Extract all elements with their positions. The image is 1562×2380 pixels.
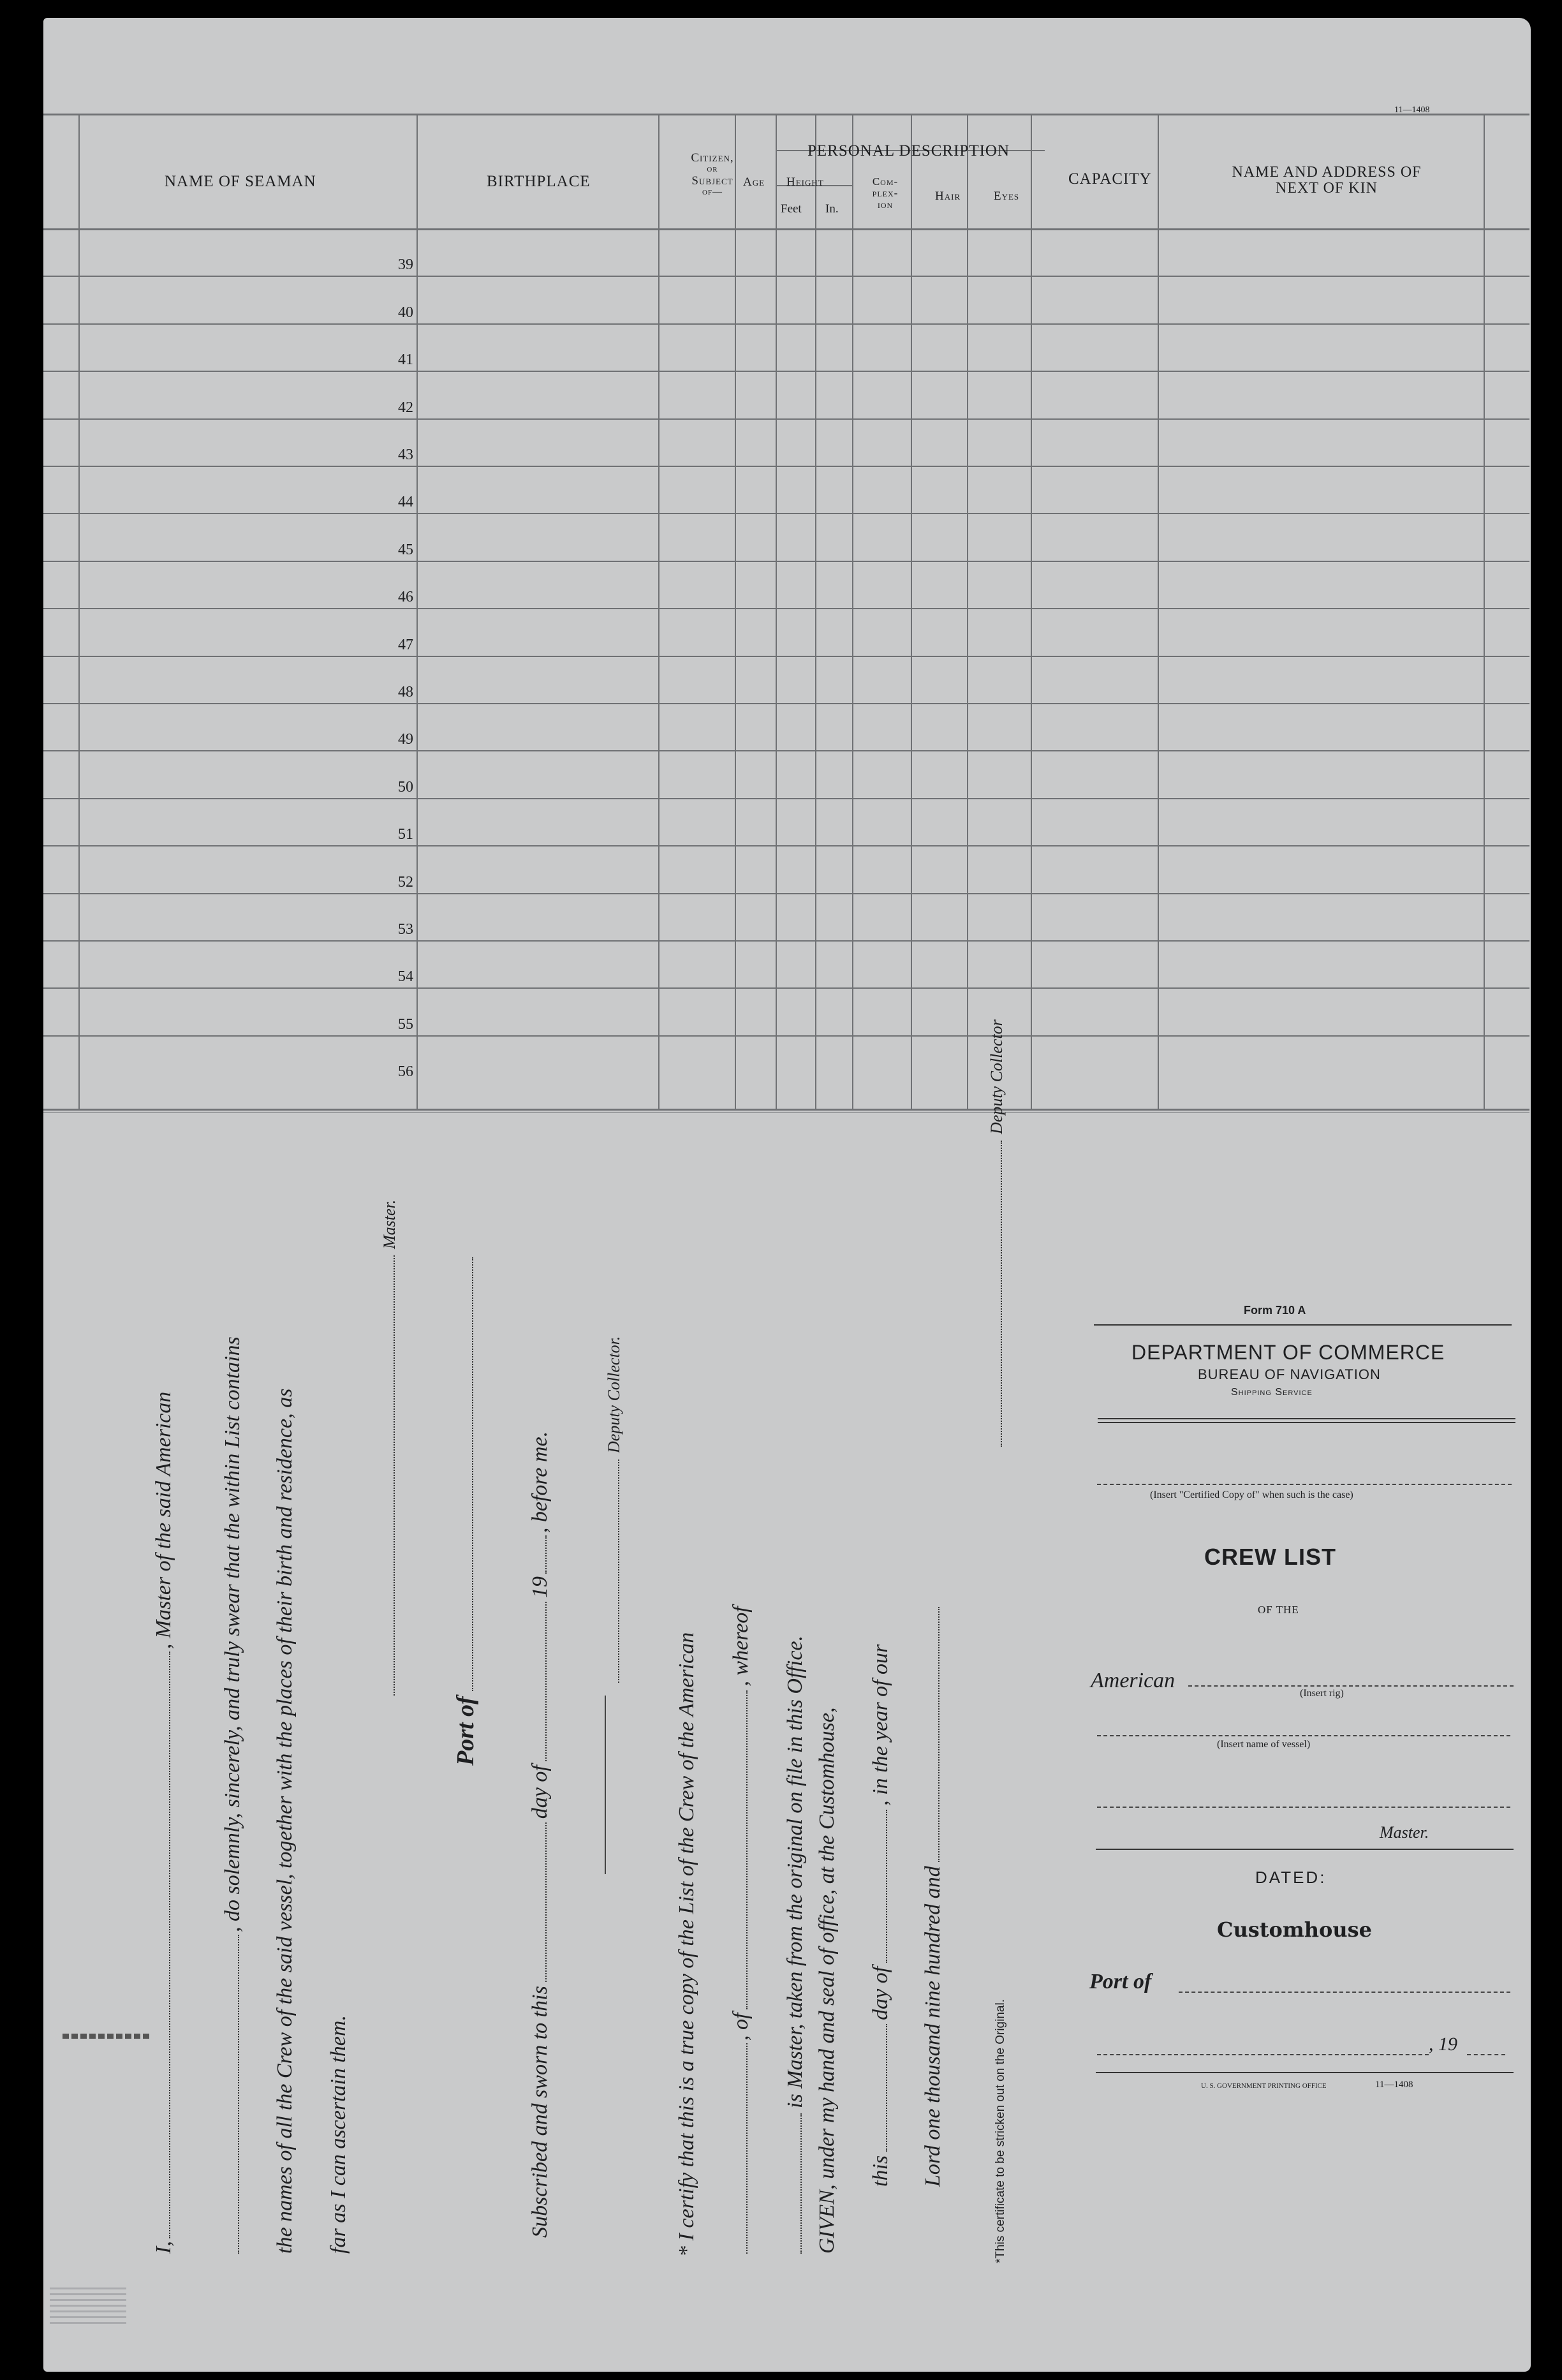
table-row-line [43,703,1529,704]
header-citizen [658,152,767,197]
cert-deputy-line [1001,1141,1002,1447]
table-row-line [43,513,1529,514]
cert-month-blank [886,1810,887,1963]
header-complexion-2: plex- [872,186,899,199]
deputy-sign-line [618,1460,619,1683]
cover-american: American [1091,1669,1175,1692]
header-citizen-1: Citizen, [691,151,734,165]
cover-rule-top [1094,1324,1512,1326]
header-capacity: CAPACITY [1068,170,1152,188]
cover-insert-rig: (Insert rig) [1300,1688,1344,1699]
cover-master-line [1097,1807,1510,1808]
cert-port-blank [746,1690,748,2009]
subscribed-before-me: , before me. [528,1431,552,1534]
row-number: 46 [398,589,413,605]
header-citizen-3: Subject [691,174,733,188]
cert-this: this [869,2155,892,2187]
subscribed-day-of: day of [528,1765,552,1819]
header-kin-1: NAME AND ADDRESS OF [1232,164,1422,181]
col-line-age [776,114,777,1110]
cert-text-1: * I certify that this is a true copy of the List of the Crew of the American [675,1632,698,2257]
cover-dated: DATED: [1255,1868,1327,1887]
row-number: 44 [398,494,413,510]
oath-divider [605,1696,606,1874]
col-line-birthplace [658,114,659,1110]
cert-line-2 [729,1606,753,2254]
crew-list-page [43,18,1531,2372]
col-line-eyes [1031,114,1032,1110]
oath-line-3: the names of all the Crew of the said vessel, together with the places of their birth and residence, as [273,1388,297,2254]
stamp-smudge [50,2286,126,2324]
row-number: 40 [398,304,413,321]
col-line-hair [967,114,968,1110]
subscribed-day-blank [545,1822,547,1982]
cover-year-line [1467,2054,1505,2055]
cert-deputy [987,1019,1006,1447]
oath-deputy-label: Deputy Collector. [605,1336,623,1453]
col-line-feet [815,114,816,1110]
col-line-kin [1484,114,1485,1110]
cover-rule-bottom [1096,2072,1514,2073]
header-next-of-kin [1218,165,1435,196]
subscribed-19: 19 [528,1576,552,1599]
row-number: 49 [398,731,413,748]
col-line-citizen [735,114,736,1110]
table-row-line [43,608,1529,609]
cover-title: CREW LIST [1204,1544,1336,1570]
oath-line-4: far as I can ascertain them. [327,2015,350,2254]
oath-vessel-blank [238,1935,239,2254]
oath-subscribed [528,1431,552,2238]
table-header-rule [43,228,1529,230]
subscribed-year-blank [545,1535,547,1574]
margin-mark [63,2034,152,2039]
row-number: 51 [398,826,413,843]
col-line-capacity [1158,114,1159,1110]
cert-footnote: *This certificate to be stricken out on the Original. [994,1999,1007,2263]
header-name-of-seaman: NAME OF SEAMAN [165,173,316,190]
oath-port-of: Port of [452,1696,479,1766]
cert-deputy-label: Deputy Collector [987,1019,1006,1134]
oath-line-1 [152,1392,176,2254]
port-blank [472,1257,473,1691]
cover-port-of: Port of [1089,1970,1152,1993]
cover-rule-mid-2 [1098,1422,1515,1423]
header-eyes: Eyes [994,189,1020,203]
cover-service: Shipping Service [1231,1387,1313,1398]
row-number: 43 [398,447,413,463]
table-top-rule [43,114,1529,115]
table-row-line [43,940,1529,942]
cover-vessel-line [1097,1735,1510,1736]
cert-line-3 [783,1636,807,2254]
table-bottom-rule [43,1109,1529,1111]
row-number: 53 [398,921,413,938]
row-number: 50 [398,779,413,795]
table-row-line [43,1035,1529,1037]
cover-customhouse: Customhouse [1217,1918,1372,1942]
subscribed-text: Subscribed and sworn to this [528,1986,552,2238]
cover-port-line [1179,1992,1510,1993]
table-row-line [43,466,1529,467]
col-line-margin [78,114,80,1110]
table-row-line [43,323,1529,325]
cert-lord: Lord one thousand nine hundred and [921,1866,945,2187]
col-line-inches [852,114,853,1110]
cover-insert-certified: (Insert "Certified Copy of" when such is the case) [1150,1489,1353,1500]
oath-name-blank [169,1652,170,2238]
cover-date-line [1097,2054,1429,2055]
row-number: 45 [398,542,413,558]
header-complexion-1: Com- [872,175,899,188]
header-complexion [853,176,917,211]
header-inches: In. [825,202,839,216]
cert-master-blank [800,2113,802,2254]
table-row-line [43,371,1529,372]
cert-line-1 [675,1632,699,2257]
cert-whereof: , whereof [729,1606,753,1687]
subscribed-month-blank [545,1602,547,1761]
form-number-top: 11—1408 [1394,105,1430,115]
row-number: 55 [398,1016,413,1033]
oath-master-of: , Master of the said American [152,1391,175,1650]
cover-insert-vessel: (Insert name of vessel) [1217,1739,1311,1750]
cover-form-number: Form 710 A [1244,1304,1306,1317]
cover-department: DEPARTMENT OF COMMERCE [1131,1341,1445,1364]
row-number: 54 [398,968,413,985]
oath-deputy [605,1336,624,1683]
row-number: 48 [398,684,413,700]
cert-day-of: day of [869,1966,892,2020]
header-feet: Feet [781,202,802,216]
header-kin-2: NEXT OF KIN [1276,180,1378,197]
cover-rig-line [1188,1685,1514,1687]
oath-master-signature [380,1200,399,1696]
header-hair: Hair [935,189,961,203]
header-age: Age [743,175,765,189]
row-number: 42 [398,399,413,416]
cert-line-5 [869,1645,893,2187]
cover-printer: U. S. GOVERNMENT PRINTING OFFICE [1201,2082,1327,2090]
table-row-line [43,276,1529,277]
cover-form-code: 11—1408 [1375,2080,1413,2090]
table-row-line [43,561,1529,562]
table-row-line [43,845,1529,846]
cert-year-of-our: , in the year of our [869,1644,892,1806]
header-citizen-2: or [707,163,718,174]
row-number: 47 [398,637,413,653]
cert-day-blank [886,2024,887,2152]
master-sign-line [394,1255,395,1696]
cover-rule-mid-1 [1098,1418,1515,1419]
cert-of: , of [729,2013,753,2041]
cover-19: , 19 [1429,2034,1457,2055]
cert-line-6 [921,1607,945,2187]
oath-line-2 [221,1336,245,2254]
oath-swear: , do solemnly, sincerely, and truly swear that the within List contains [221,1336,244,1932]
cover-of-the: OF THE [1258,1604,1299,1616]
row-number: 41 [398,351,413,368]
table-row-line [43,798,1529,799]
cover-certified-line [1097,1484,1512,1485]
row-number: 56 [398,1063,413,1080]
header-citizen-4: of— [702,186,723,197]
header-height: Height [786,175,824,189]
col-line-complexion [911,114,912,1110]
cover-master: Master. [1380,1823,1429,1842]
cert-line-4: GIVEN, under my hand and seal of office, at the Customhouse, [815,1707,839,2254]
header-complexion-3: ion [877,198,894,211]
table-row-line [43,750,1529,751]
table-row-line [43,987,1529,989]
cover-master-rule [1096,1849,1514,1850]
cover-bureau: BUREAU OF NAVIGATION [1198,1366,1381,1382]
table-row-line [43,418,1529,420]
header-birthplace: BIRTHPLACE [487,173,591,190]
cert-text-3: is Master, taken from the original on file in this Office. [783,1635,807,2108]
cert-vessel-blank [746,2043,748,2254]
table-row-line [43,893,1529,894]
oath-master-label: Master. [380,1199,399,1249]
row-number: 39 [398,256,413,273]
col-line-name [416,114,418,1110]
cert-year-blank [938,1607,939,1862]
table-bottom-rule-2 [43,1112,1529,1113]
header-personal-description: PERSONAL DESCRIPTION [807,142,1010,159]
table-row-line [43,656,1529,657]
oath-i: I, [152,2241,175,2254]
oath-port [452,1257,480,1766]
row-number: 52 [398,874,413,891]
